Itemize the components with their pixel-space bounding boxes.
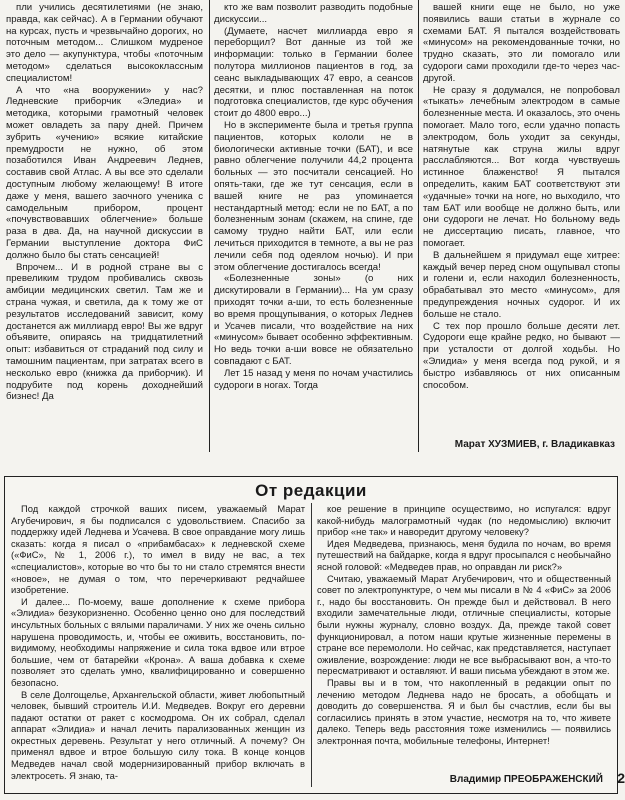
page-number: 2 xyxy=(617,770,625,786)
editorial-box xyxy=(4,476,618,794)
letter-signature: Марат ХУЗМИЕВ, г. Владикавказ xyxy=(454,439,615,450)
paragraph: А что «на вооружении» у нас? Ледневские приборчик «Эледиа» и методика, которыми грамотный человек может овладеть за пару дней. Причем зубрить «учению» всякие китайские премудрости не нужно, об этом позаботился Иван Андреевич Леднев, составив свой Атлас. А вы все это сделали доступным любому желающему! В итоге даже у меня, вашего заочного ученика с самодельным прибором, процент «почувствовавших облегчение» больше раза в два. Да, на научной дискуссии в Германии выступление доктора ФиС должно было бы стать сенсацией! xyxy=(6,84,203,261)
paragraph: пли учились десятилетиями (не знаю, правда, как сейчас). А в Германии обучают на курсах, пусть и чрезвычайно дорогих, но поточным методом... Слишком мудреное это дело — акупунктура, чтобы «поточным методом» сделаться высококлассным специалистом! xyxy=(6,2,203,84)
paragraph: вашей книги еще не было, но уже появились ваши статьи в журнале со схемами БАТ. Я пытался воздействовать «минусом» на рекомендованные точки, но трудно сказать, это ли помогало или судороги сами проходили где-то через час-другой. xyxy=(423,2,620,84)
letter-column-2 xyxy=(214,2,413,454)
paragraph: Под каждой строчкой ваших писем, уважаемый Марат Агубечирович, я бы подписался с удовольствием. Спасибо за поддержку идей Леднева и Усачева. В свое оправдание могу лишь сказать: когда я писал о «прибамбасах» к ледневской схеме («ФиС», № 1, 2006 г.), то имел в виду не вас, а тех «специалистов», которые во что бы то ни стало стремятся внести «новое», не думая о том, что перечеркивают редчайшее изобретение. xyxy=(11,503,305,596)
paragraph: (Думаете, насчет миллиарда евро я переборщил? Вот данные из той же информации: только в Германии более полутора миллионов пациентов в год, за сеанс выкладывающих 47 евро, а сеансов десятки, и плюс поставленная на поток подготовка специалистов, где курс обучения стоит до 4800 евро...) xyxy=(214,25,413,120)
letter-column-3 xyxy=(423,2,620,438)
editorial-column-1 xyxy=(11,503,305,785)
paragraph: И далее... По-моему, ваше дополнение к схеме прибора «Элидиа» безукоризненно. Особенно ценно оно для последствий инсультных больных с вялыми параличами. У них же очень сильно нарушена проводимость, и, чтобы ее оживить, восстановить, по-видимому, необходимы напряжение и сила тока вдвое или втрое большие, чем от батарейки «Крона». А ваша добавка к схеме позволяет это сделать умно, квалифицированно и совершенно безопасно. xyxy=(11,595,305,688)
paragraph: кое решение в принципе осуществимо, но испугался: вдруг какой-нибудь малограмотный чудак (по недомыслию) включит прибор «не так» и наворедит другому человеку? xyxy=(317,503,611,538)
paragraph: Считаю, уважаемый Марат Агубечирович, что и общественный совет по электропунктуре, о чем мы писали в № 4 «ФиС» за 2006 г., надо бы восстановить. Он прежде был и действовал. В него входили замечательные люди, отличные специалисты, которые были нужны журналу, словно воздух. Да, прежде такой совет функционировал, а потом наши крутые жизненные перемены в стране все перемололи. Но сейчас, как представляется, наступает оживление, возрождение: люди не все выбрасывают вон, а что-то пересматривают и оставляют. И ваши письма убеждают в этом же. xyxy=(317,572,611,677)
paragraph: кто же вам позволит разводить подобные дискуссии... xyxy=(214,2,413,25)
column-divider xyxy=(209,0,210,452)
editorial-column-2 xyxy=(317,503,611,773)
paragraph: Правы вы и в том, что накопленный в редакции опыт по лечению методом Леднева надо не бросать, а обобщать и доводить до совершенства. Я и был бы счастлив, если бы вы согласились принять в этом участие, несмотря на то, что живете далеко. Теперь ведь расстояния тоже изменились — появились электронная почта, мобильные телефоны, Интернет! xyxy=(317,676,611,746)
column-divider xyxy=(311,503,312,787)
paragraph: В дальнейшем я придумал еще хитрее: каждый вечер перед сном ощупывал стопы и голени и, если находил болезненность, обрабатывал это место «минусом», для предупреждения ночных судорог. И их больше не стало. xyxy=(423,249,620,320)
paragraph: «Болезненные зоны» (о них дискутировали в Германии)... На ум сразу приходят точки а-ши, то есть болезненные во время прощупывания, о которых Леднев и Усачев писали, что воздействие на них «минусом» бывает особенно эффективным. Но ведь точки а-ши вовсе не обязательно совпадают с БАТ. xyxy=(214,273,413,367)
editorial-signature: Владимир ПРЕОБРАЖЕНСКИЙ xyxy=(449,774,603,785)
paragraph: Не сразу я додумался, не попробовал «тыкать» лечебным электродом в самые болезненные места. И оказалось, это очень помогает. Мало того, если удачно попасть электродом, боль уходит за секунды, натянутые как струна жилы вдруг расслабляются... Вот когда чувствуешь истинное блаженство! Я пытался определить, каким БАТ соответствуют эти «удачные» точки на ноге, но выходило, что там БАТ или вообще не должно быть, или они судороги не лечат. Но больному ведь не диссертацию писать, главное, что помогает. xyxy=(423,84,620,249)
paragraph: Но в эксперименте была и третья группа пациентов, которых кололи не в биологически активные точки (БАТ), и все равно облегчение получили 44,2 процента больных — это посчитали сенсацией. Но опять-таки, где же тут сенсация, если в вашей книге не раз упоминается нестандартный метод: если не по БАТ, а по болезненным зонам (скажем, на спине, где самому трудно найти БАТ, или если лечиться приходится в темноте, а вы не раз лечили себя под одеялом ночью). И при этом облегчение достигалось всегда! xyxy=(214,119,413,273)
paragraph: Лет 15 назад у меня по ночам участились судороги в ногах. Тогда xyxy=(214,367,413,391)
paragraph: Идея Медведева, признаюсь, меня будила по ночам, во время путешествий на байдарке, когда я вдруг просыпался с необычайно ясной головой: «Медведев прав, но оправдан ли риск?» xyxy=(317,537,611,572)
letter-column-1 xyxy=(6,2,203,454)
paragraph: В селе Долгощелье, Архангельской области, живет любопытный человек, бывший строитель И.И. Медведев. Вокруг его деревни падают остатки от ракет с космодрома. Он их собрал, сделал аппарат «Элидиа» и начал лечить парализованных женщин из окрестных деревень. Результат у него отличный. А почему? Он применял вдвое и втрое большую силу тока. В конце концов Медведев начал свой модернизированный прибор включать в электросеть. Я знаю, та- xyxy=(11,688,305,781)
column-divider xyxy=(418,0,419,452)
paragraph: Впрочем... И в родной стране вы с превеликим трудом пробивались сквозь амбиции медицинских светил. Там же и страна чужая, и светила, да к тому же от результатов исследований зависит, кому достанется аж миллиард евро! Вы же вдруг объявите, опираясь на тридцатилетний опыт: избавиться от страданий под силу и тамошним пациентам, при затратах всего в несколько евро (книжка да приборчик). И подрубите под корень доходнейший бизнес! Да xyxy=(6,261,203,403)
editorial-title: От редакции xyxy=(255,481,367,500)
paragraph: С тех пор прошло больше десяти лет. Судороги еще крайне редко, но бывают — при усталости от долгой ходьбы. Но «Элидиа» у меня всегда под рукой, и я быстро избавляюсь от них описанным способом. xyxy=(423,320,620,391)
